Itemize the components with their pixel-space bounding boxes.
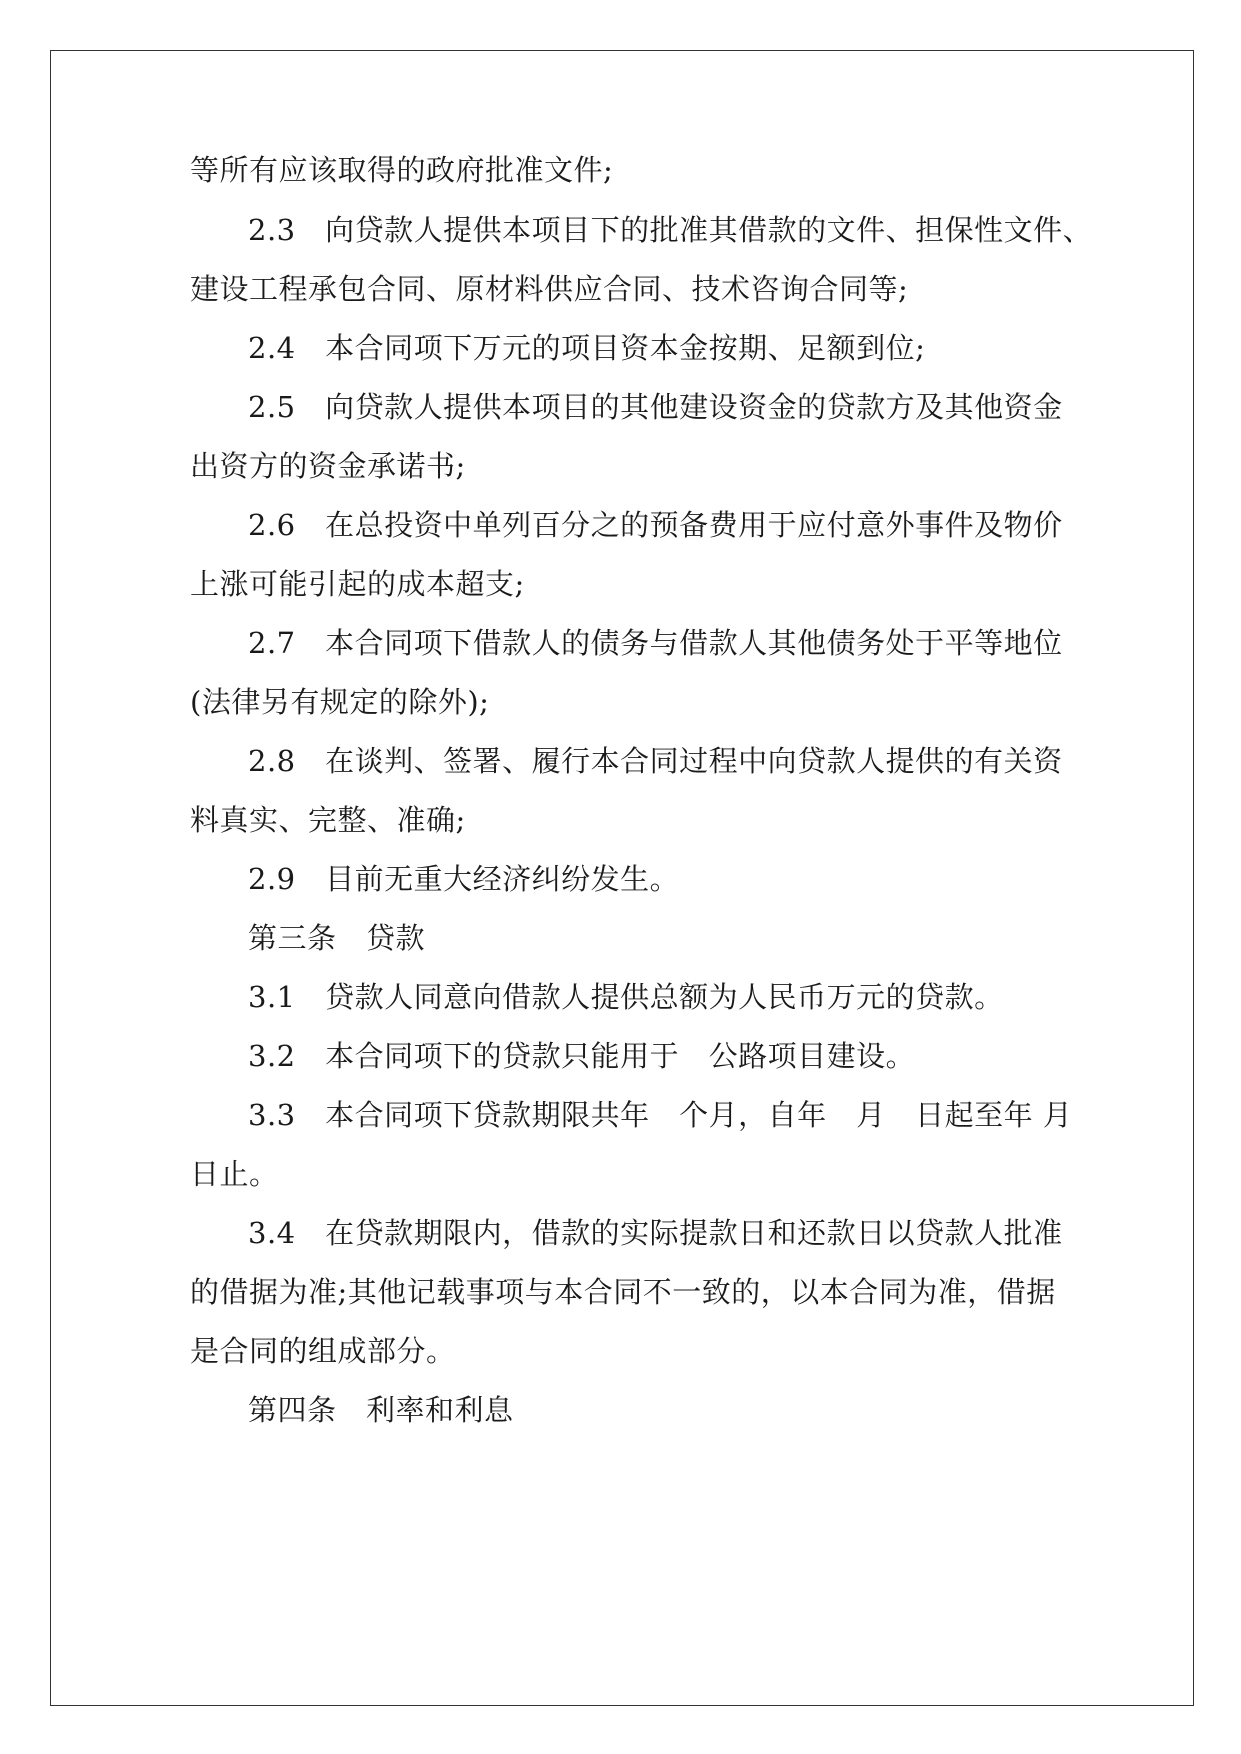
text-line: 的借据为准;其他记载事项与本合同不一致的，以本合同为准，借据 [190,1275,1056,1309]
clause-2-3: 2.3 向贷款人提供本项目下的批准其借款的文件、担保性文件、 [248,213,1093,247]
clause-2-7: 2.7 本合同项下借款人的债务与借款人其他债务处于平等地位 [248,626,1063,660]
clause-3-3: 3.3 本合同项下贷款期限共年 个月，自年 月 日起至年 月 [248,1098,1073,1132]
article-4-heading: 第四条 利率和利息 [248,1393,514,1427]
clause-2-5: 2.5 向贷款人提供本项目的其他建设资金的贷款方及其他资金 [248,390,1063,424]
text-line: 上涨可能引起的成本超支; [190,567,525,601]
text-line: 出资方的资金承诺书; [190,449,466,483]
text-line: 料真实、完整、准确; [190,803,466,837]
text-line: 是合同的组成部分。 [190,1334,456,1368]
text-line: 等所有应该取得的政府批准文件; [190,153,614,187]
clause-2-8: 2.8 在谈判、签署、履行本合同过程中向贷款人提供的有关资 [248,744,1063,778]
article-3-heading: 第三条 贷款 [248,921,426,955]
text-line: 日止。 [190,1157,279,1191]
clause-2-9: 2.9 目前无重大经济纠纷发生。 [248,862,680,896]
clause-2-4: 2.4 本合同项下万元的项目资本金按期、足额到位; [248,331,926,365]
clause-3-2: 3.2 本合同项下的贷款只能用于 公路项目建设。 [248,1039,916,1073]
clause-3-1: 3.1 贷款人同意向借款人提供总额为人民币万元的贷款。 [248,980,1004,1014]
clause-2-6: 2.6 在总投资中单列百分之的预备费用于应付意外事件及物价 [248,508,1063,542]
text-line: (法律另有规定的除外); [190,685,490,719]
text-line: 建设工程承包合同、原材料供应合同、技术咨询合同等; [190,272,909,306]
clause-3-4: 3.4 在贷款期限内，借款的实际提款日和还款日以贷款人批准 [248,1216,1063,1250]
